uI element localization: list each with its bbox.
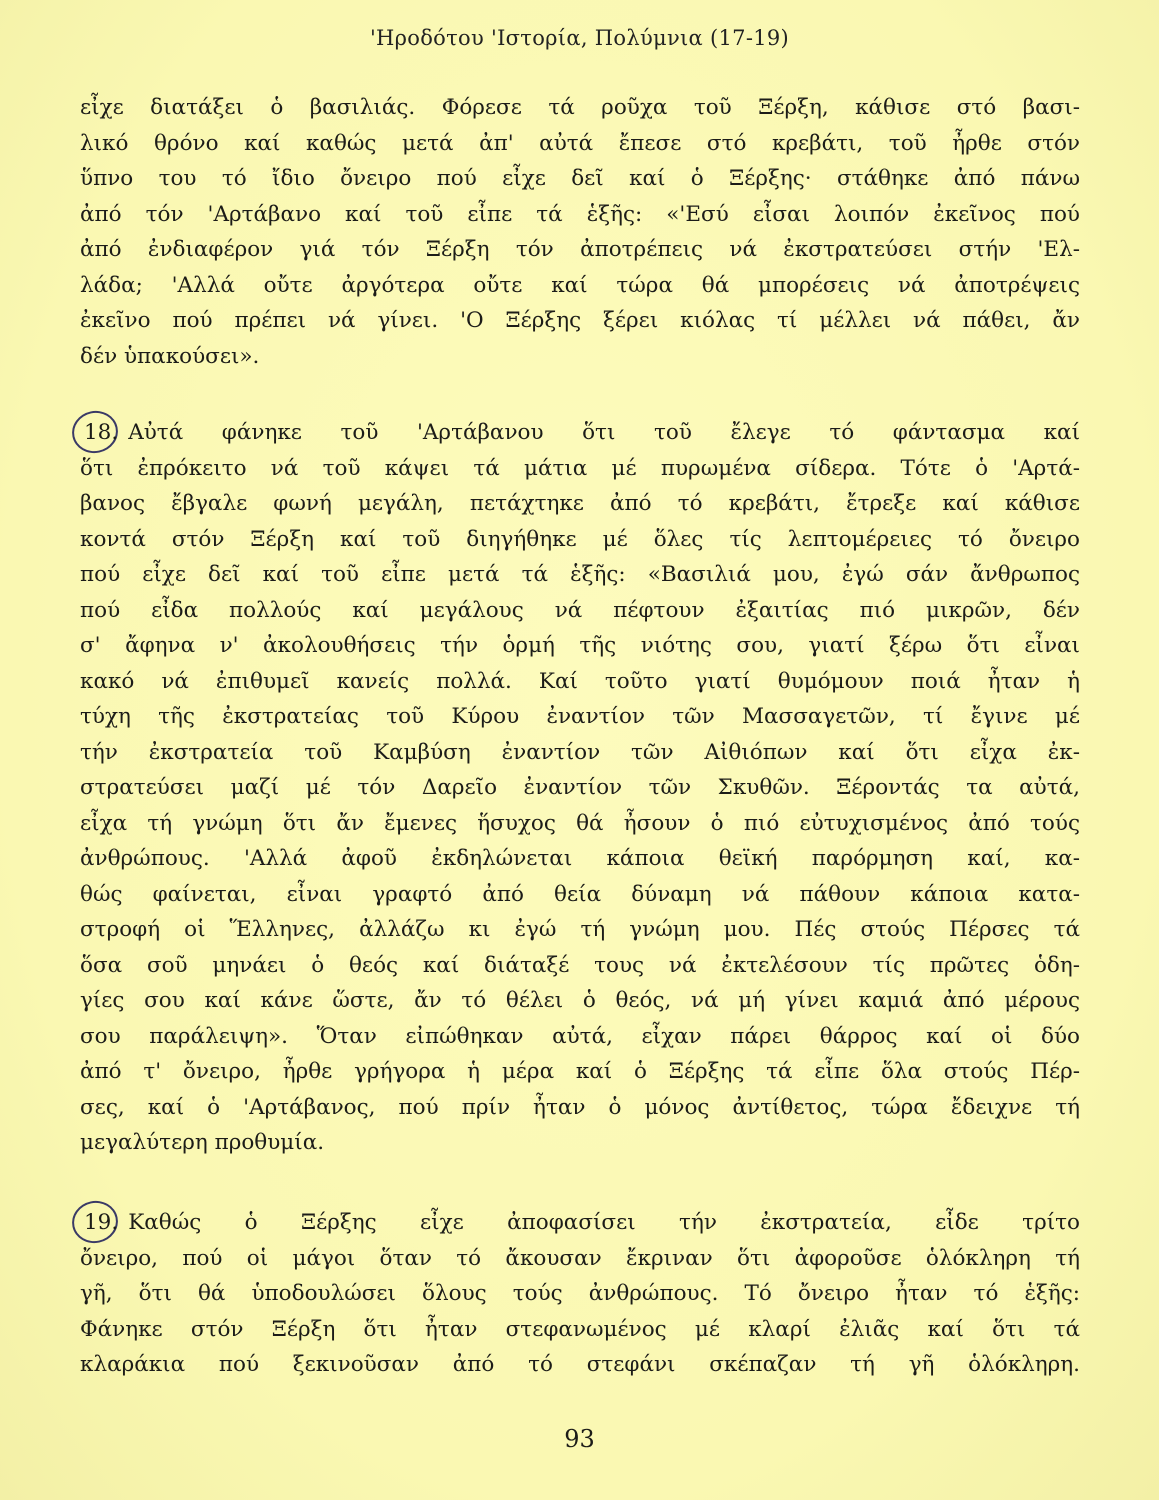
text-line: κακό νά ἐπιθυμεῖ κανείς πολλά. Καί τοῦτο γιατί θυμόμουν ποιά ἦταν ἡ [80,668,1080,694]
text-line: κοντά στόν Ξέρξη καί τοῦ διηγήθηκε μέ ὅλες τίς λεπτομέρειες τό ὄνειρο [80,526,1080,552]
text-line: Φάνηκε στόν Ξέρξη ὅτι ἦταν στεφανωμένος μέ κλαρί ἐλιᾶς καί ὅτι τά [80,1316,1080,1342]
text-line-with-marker [80,1205,1080,1241]
text-line: εἶχα τή γνώμη ὅτι ἄν ἔμενες ἥσυχος θά ἦσουν ὁ πιό εὐτυχισμένος ἀπό τούς [80,810,1080,836]
paragraph-18 [80,415,1080,1161]
text-line: δέν ὑπακούσει». [80,343,260,369]
text-line: τήν ἐκστρατεία τοῦ Καμβύση ἐναντίον τῶν Αἰθιόπων καί ὅτι εἶχα ἐκ- [80,739,1080,765]
section-marker [80,1205,122,1241]
section-number: 18. [84,420,119,445]
text-line: στρατεύσει μαζί μέ τόν Δαρεῖο ἐναντίον τῶν Σκυθῶν. Ξέροντάς τα αὐτά, [80,775,1080,800]
text-line: σου παράλειψη». Ὅταν εἰπώθηκαν αὐτά, εἶχαν πάρει θάρρος καί οἱ δύο [80,1023,1080,1049]
text-line: τύχη τῆς ἐκστρατείας τοῦ Κύρου ἐναντίον τῶν Μασσαγετῶν, τί ἔγινε μέ [80,704,1080,729]
text-segment: Αὐτά φάνηκε τοῦ 'Αρτάβανου ὅτι τοῦ ἔλεγε τό φάντασμα καί [128,420,1080,445]
text-line: σες, καί ὁ 'Αρτάβανος, πού πρίν ἦταν ὁ μόνος ἀντίθετος, τώρα ἔδειχνε τή [80,1094,1080,1120]
text-line: θώς φαίνεται, εἶναι γραφτό ἀπό θεία δύναμη νά πάθουν κάποια κατα- [80,881,1080,907]
section-number: 19. [84,1210,119,1235]
text-line: ἀνθρώπους. 'Αλλά ἀφοῦ ἐκδηλώνεται κάποια θεϊκή παρόρμηση καί, κα- [80,846,1080,871]
text-line: ἀπό τόν 'Αρτάβανο καί τοῦ εἶπε τά ἑξῆς: «'Εσύ εἶσαι λοιπόν ἐκεῖνος πού [80,201,1080,227]
text-line: ἀπό τ' ὄνειρο, ἦρθε γρήγορα ἡ μέρα καί ὁ Ξέρξης τά εἶπε ὅλα στούς Πέρ- [80,1059,1080,1084]
text-line: κλαράκια πού ξεκινοῦσαν ἀπό τό στεφάνι σκέπαζαν τή γῆ ὁλόκληρη. [80,1352,1080,1377]
text-line: γῆ, ὅτι θά ὑποδουλώσει ὅλους τούς ἀνθρώπους. Τό ὄνειρο ἦταν τό ἑξῆς: [80,1281,1080,1306]
page-number: 93 [564,1425,595,1453]
section-marker [80,415,122,451]
text-line: ὅτι ἐπρόκειτο νά τοῦ κάψει τά μάτια μέ πυρωμένα σίδερα. Τότε ὁ 'Αρτά- [80,455,1080,481]
paragraph-19 [80,1205,1080,1383]
text-line: ἐκεῖνο πού πρέπει νά γίνει. 'Ο Ξέρξης ξέρει κιόλας τί μέλλει νά πάθει, ἄν [80,308,1080,333]
text-line: σ' ἄφηνα ν' ἀκολουθήσεις τήν ὁρμή τῆς νιότης σου, γιατί ξέρω ὅτι εἶναι [80,633,1080,658]
paragraph-continuation [80,90,1080,374]
text-line-with-marker [80,415,1080,451]
text-line: ὄνειρο, πού οἱ μάγοι ὅταν τό ἄκουσαν ἔκριναν ὅτι ἀφοροῦσε ὁλόκληρη τή [80,1245,1080,1271]
text-line: λάδα; 'Αλλά οὔτε ἀργότερα οὔτε καί τώρα θά μπορέσεις νά ἀποτρέψεις [80,272,1080,298]
text-line: πού εἶδα πολλούς καί μεγάλους νά πέφτουν ἐξαιτίας πιό μικρῶν, δέν [80,597,1080,623]
text-line: βανος ἔβγαλε φωνή μεγάλη, πετάχτηκε ἀπό τό κρεβάτι, ἔτρεξε καί κάθισε [80,491,1080,516]
text-line: ἀπό ἐνδιαφέρον γιά τόν Ξέρξη τόν ἀποτρέπεις νά ἐκστρατεύσει στήν 'Ελ- [80,237,1080,262]
text-line: ὅσα σοῦ μηνάει ὁ θεός καί διάταξέ τους νά ἐκτελέσουν τίς πρῶτες ὁδη- [80,952,1080,978]
text-line: στροφή οἱ Ἕλληνες, ἀλλάζω κι ἐγώ τή γνώμη μου. Πές στούς Πέρσες τά [80,917,1080,942]
text-line: λικό θρόνο καί καθώς μετά ἀπ' αὐτά ἔπεσε στό κρεβάτι, τοῦ ἦρθε στόν [80,130,1080,156]
text-line: ὕπνο του τό ἴδιο ὄνειρο πού εἶχε δεῖ καί ὁ Ξέρξης· στάθηκε ἀπό πάνω [80,166,1080,191]
text-line: εἶχε διατάξει ὁ βασιλιάς. Φόρεσε τά ροῦχα τοῦ Ξέρξη, κάθισε στό βασι- [80,95,1080,120]
text-line: γίες σου καί κάνε ὥστε, ἄν τό θέλει ὁ θεός, νά μή γίνει καμιά ἀπό μέρους [80,988,1080,1013]
running-header: 'Ηροδότου 'Ιστορία, Πολύμνια (17-19) [369,26,790,50]
text-line: μεγαλύτερη προθυμία. [80,1130,325,1155]
text-segment: Καθώς ὁ Ξέρξης εἶχε ἀποφασίσει τήν ἐκστρατεία, εἶδε τρίτο [128,1210,1080,1235]
text-line: πού εἶχε δεῖ καί τοῦ εἶπε μετά τά ἑξῆς: «Βασιλιά μου, ἐγώ σάν ἄνθρωπος [80,562,1080,587]
